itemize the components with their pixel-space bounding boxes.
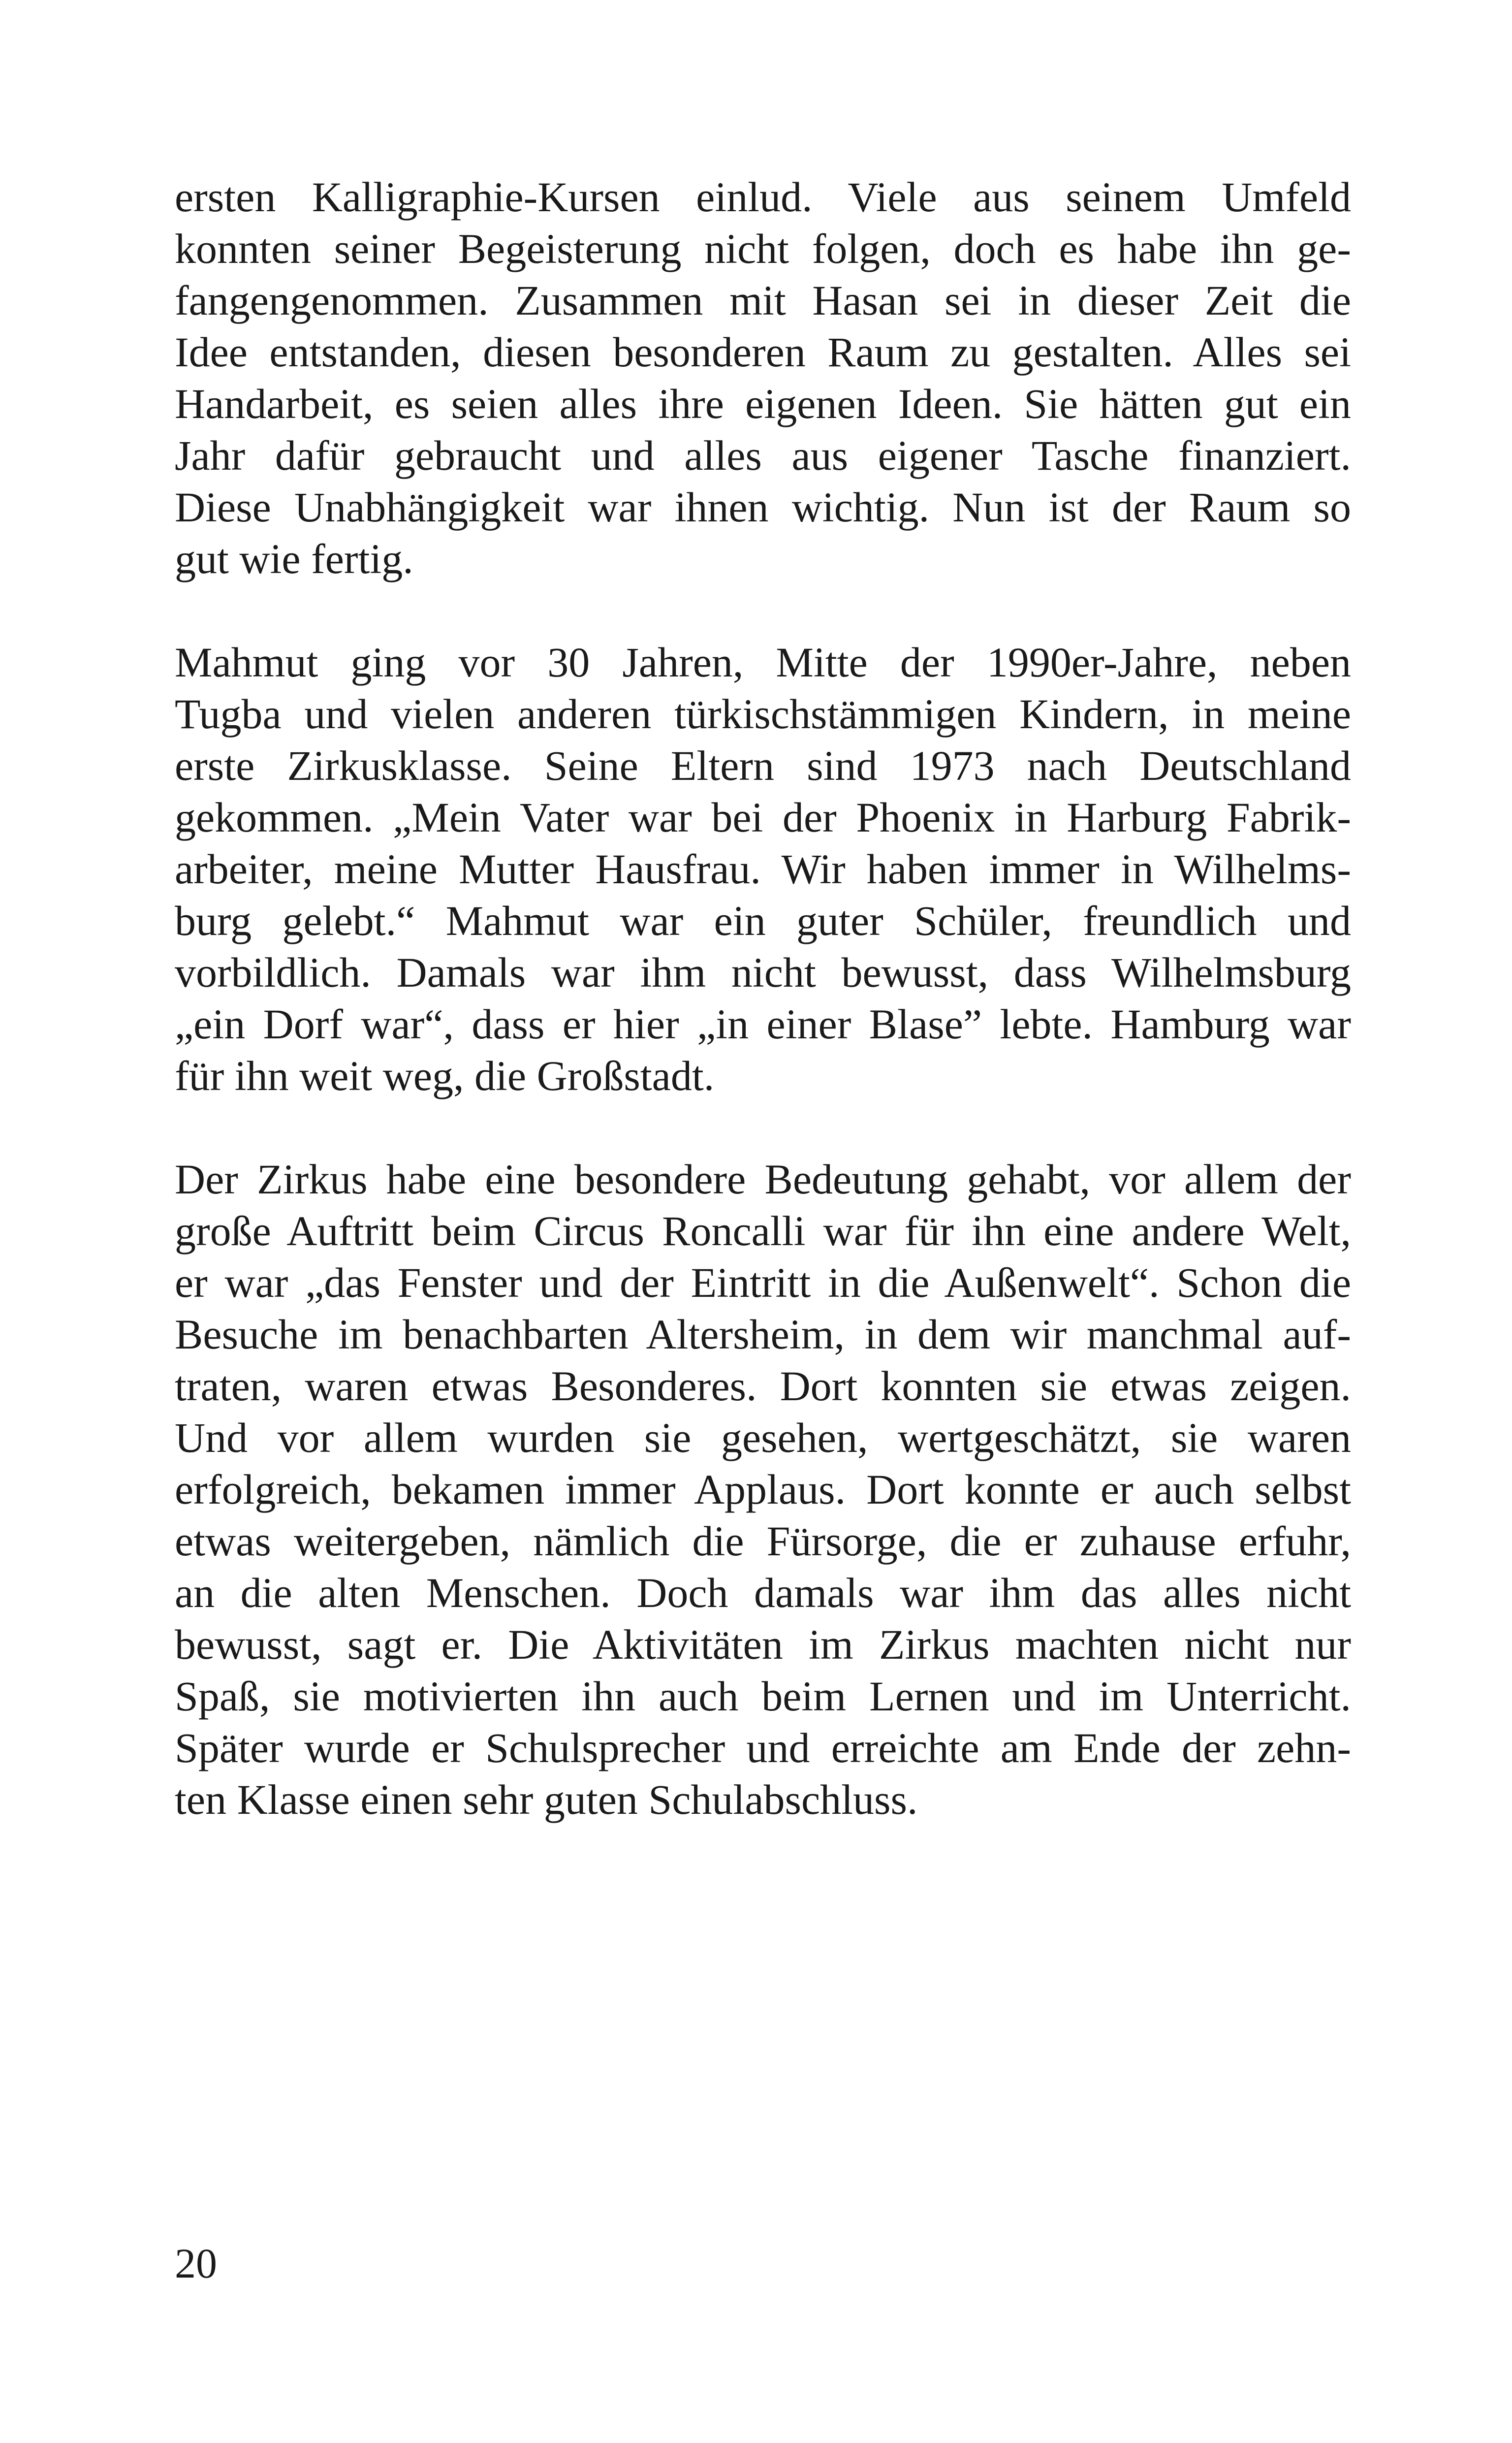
- text-line: Diese Unabhängigkeit war ihnen wichtig. Nun ist der Raum so: [175, 483, 1351, 531]
- text-line: vorbildlich. Damals war ihm nicht bewusst, dass Wilhelmsburg: [175, 949, 1351, 996]
- text-line: ten Klasse einen sehr guten Schulabschluss.: [175, 1776, 918, 1823]
- paragraph-3: [175, 1154, 1351, 1826]
- text-line: große Auftritt beim Circus Roncalli war für ihn eine andere Welt,: [175, 1207, 1351, 1254]
- paragraph-1: [175, 171, 1351, 585]
- text-line: Besuche im benachbarten Altersheim, in dem wir manchmal auf-: [175, 1311, 1351, 1358]
- text-line: Und vor allem wurden sie gesehen, wertgeschätzt, sie waren: [175, 1414, 1351, 1461]
- text-line: konnten seiner Begeisterung nicht folgen, doch es habe ihn ge-: [175, 225, 1351, 272]
- text-line: er war „das Fenster und der Eintritt in die Außenwelt“. Schon die: [175, 1259, 1351, 1306]
- text-line: Später wurde er Schulsprecher und erreichte am Ende der zehn-: [175, 1724, 1351, 1771]
- text-line: gut wie fertig.: [175, 535, 413, 582]
- text-line: fangengenommen. Zusammen mit Hasan sei in dieser Zeit die: [175, 277, 1351, 324]
- text-line: Mahmut ging vor 30 Jahren, Mitte der 1990er-Jahre, neben: [175, 639, 1351, 686]
- text-line: etwas weitergeben, nämlich die Fürsorge, die er zuhause erfuhr,: [175, 1517, 1351, 1565]
- text-line: ersten Kalligraphie-Kursen einlud. Viele aus seinem Umfeld: [175, 173, 1351, 221]
- text-line: Tugba und vielen anderen türkischstämmigen Kindern, in meine: [175, 690, 1351, 738]
- text-line: gekommen. „Mein Vater war bei der Phoenix in Harburg Fabrik-: [175, 794, 1351, 841]
- text-line: Spaß, sie motivierten ihn auch beim Lernen und im Unterricht.: [175, 1672, 1351, 1720]
- text-line: arbeiter, meine Mutter Hausfrau. Wir haben immer in Wilhelms-: [175, 845, 1351, 893]
- paragraph-2: [175, 637, 1351, 1102]
- text-line: burg gelebt.“ Mahmut war ein guter Schüler, freundlich und: [175, 897, 1351, 944]
- text-line: für ihn weit weg, die Großstadt.: [175, 1052, 715, 1099]
- page-number: 20: [175, 2240, 217, 2287]
- text-line: Handarbeit, es seien alles ihre eigenen Ideen. Sie hätten gut ein: [175, 380, 1351, 427]
- text-line: Der Zirkus habe eine besondere Bedeutung gehabt, vor allem der: [175, 1156, 1351, 1203]
- text-line: Jahr dafür gebraucht und alles aus eigener Tasche finanziert.: [175, 432, 1351, 479]
- text-line: bewusst, sagt er. Die Aktivitäten im Zirkus machten nicht nur: [175, 1621, 1351, 1668]
- text-line: erste Zirkusklasse. Seine Eltern sind 1973 nach Deutschland: [175, 742, 1351, 789]
- text-line: an die alten Menschen. Doch damals war ihm das alles nicht: [175, 1569, 1351, 1616]
- text-line: erfolgreich, bekamen immer Applaus. Dort konnte er auch selbst: [175, 1466, 1351, 1513]
- body-text: [175, 171, 1351, 1877]
- text-line: traten, waren etwas Besonderes. Dort konnten sie etwas zeigen.: [175, 1362, 1351, 1410]
- text-line: „ein Dorf war“, dass er hier „in einer Blase” lebte. Hamburg war: [175, 1000, 1351, 1048]
- text-line: Idee entstanden, diesen besonderen Raum zu gestalten. Alles sei: [175, 328, 1351, 376]
